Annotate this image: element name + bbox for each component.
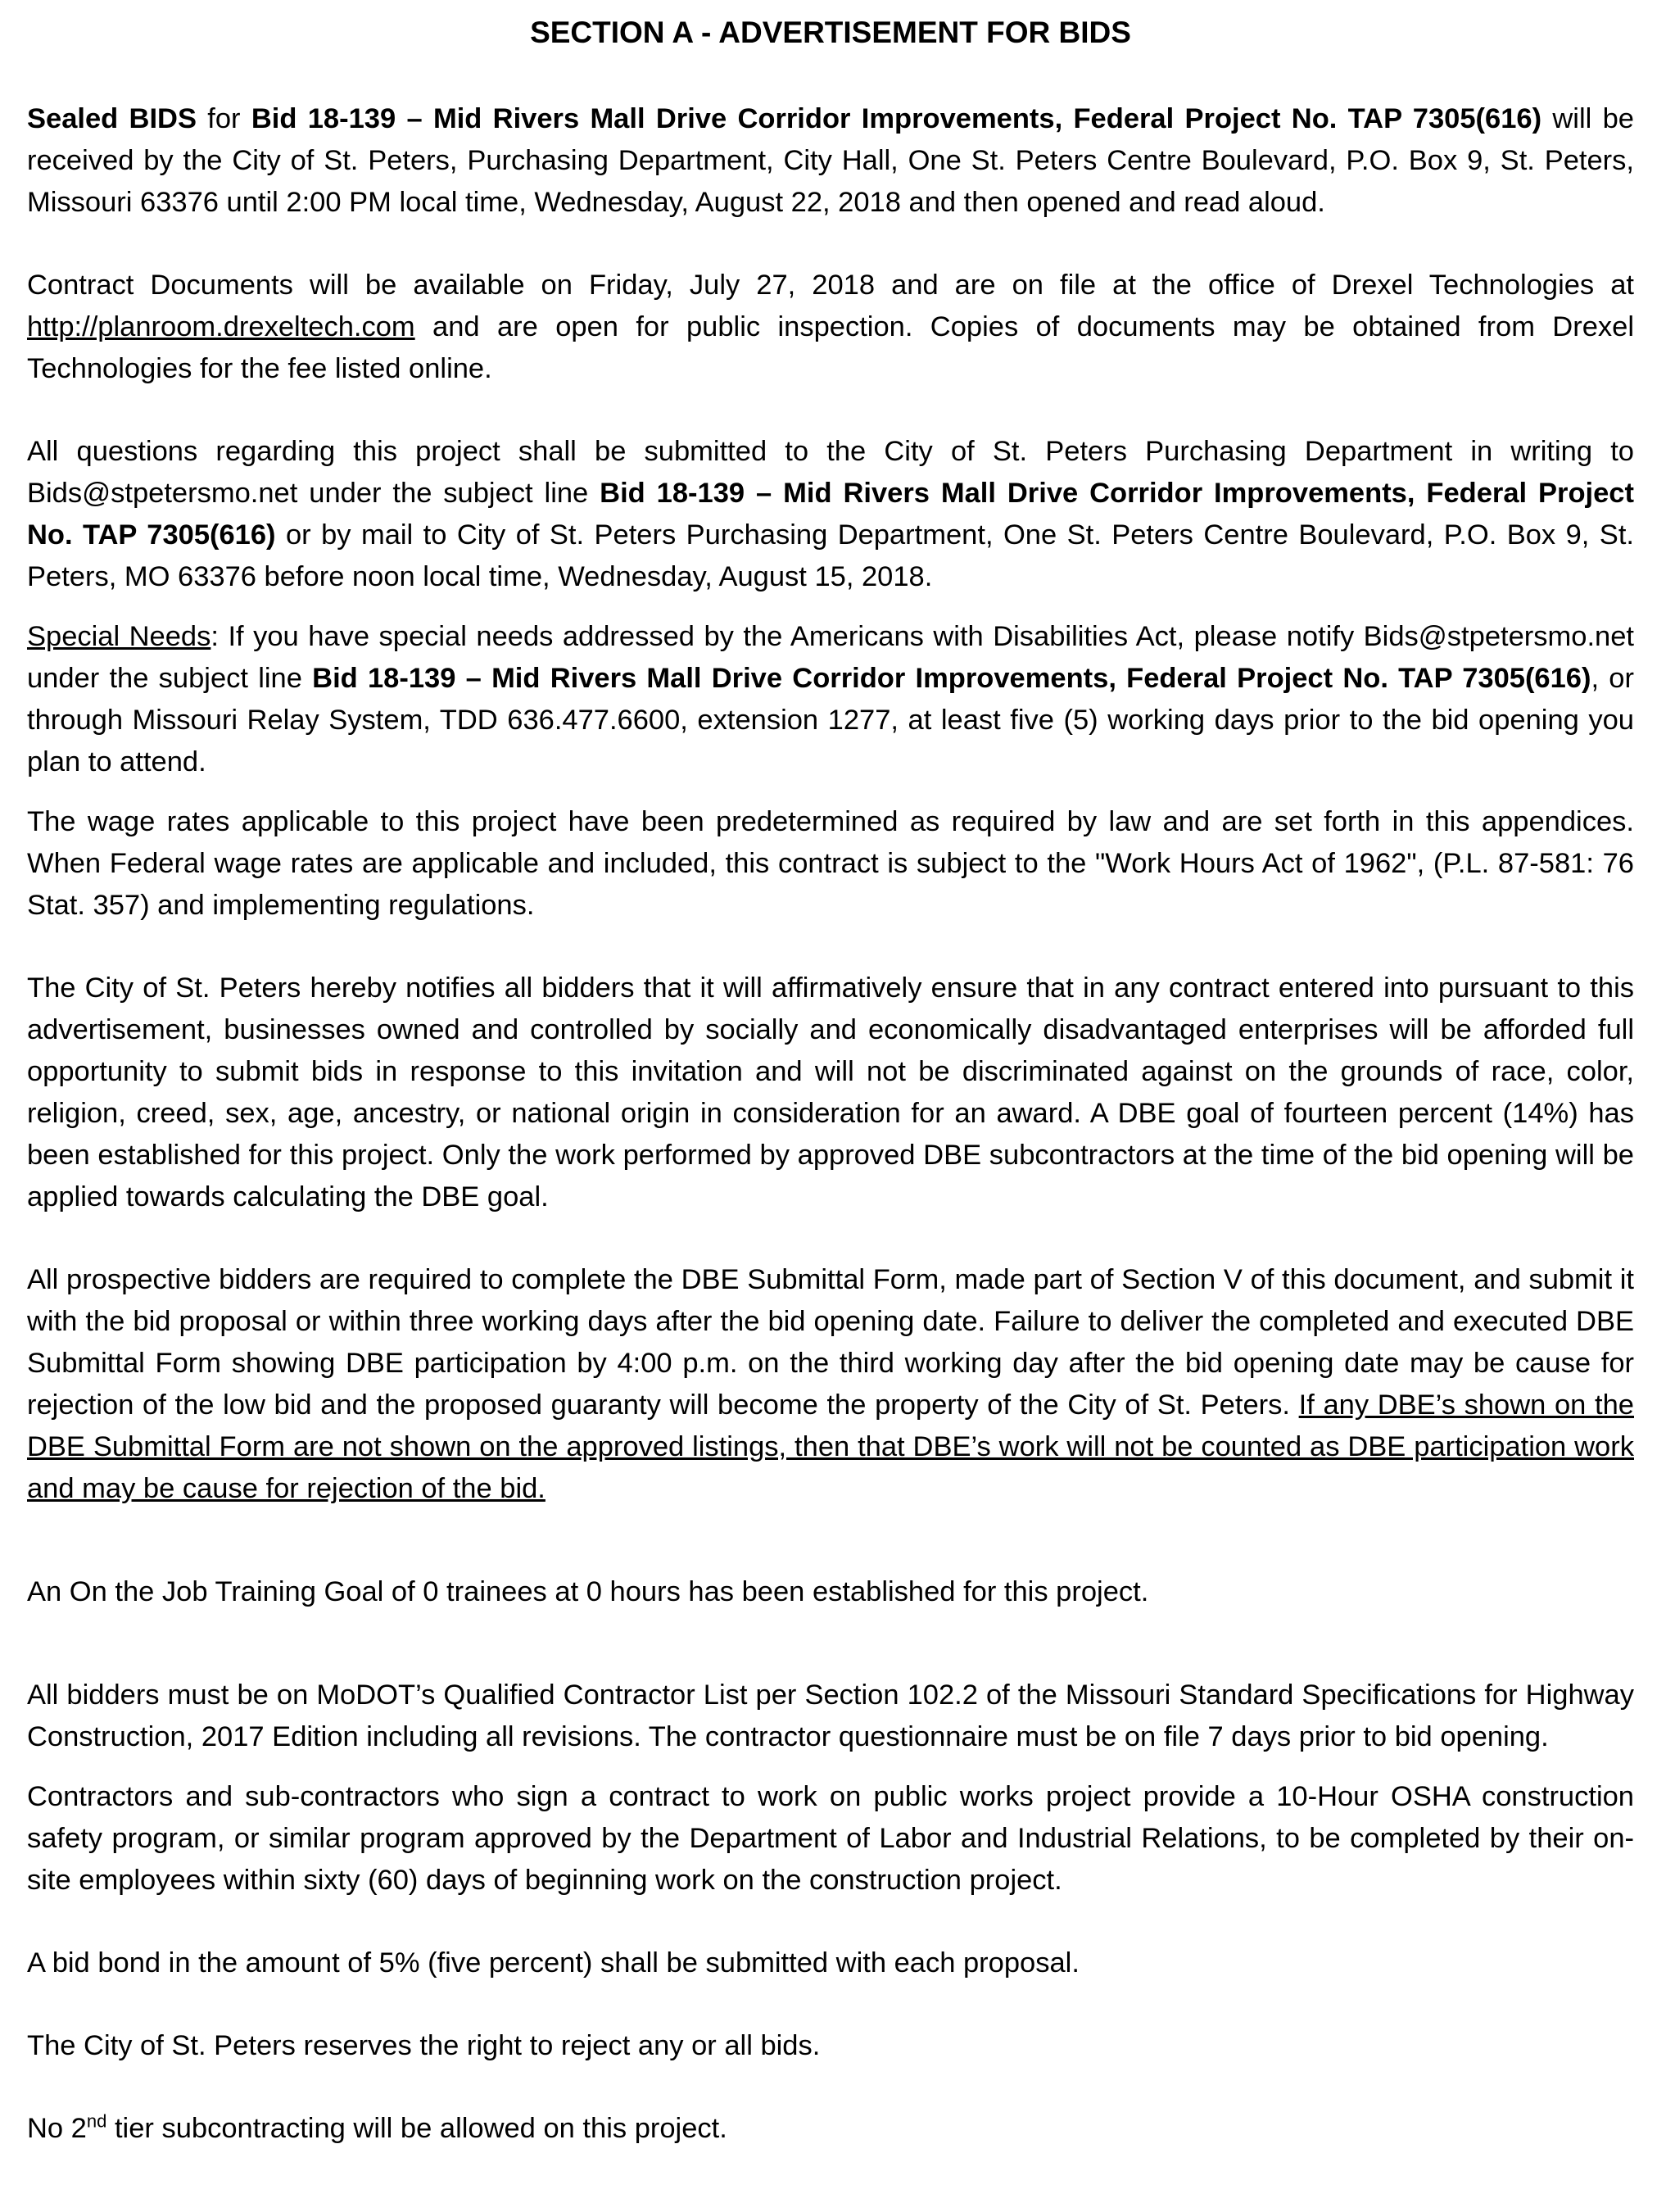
bid-title: Bid 18-139 – Mid Rivers Mall Drive Corridor Improvements, Federal Project No. TAP 7305(616) [251, 103, 1542, 134]
bid-title: Bid 18-139 – Mid Rivers Mall Drive Corridor Improvements, Federal Project No. TAP 7305(616) [312, 663, 1591, 694]
text-run: No 2 [27, 2113, 87, 2144]
paragraph-questions [27, 431, 1634, 598]
sealed-bids-label: Sealed BIDS [27, 103, 197, 134]
paragraph-subcontracting [27, 2108, 1634, 2150]
paragraph-contract-documents [27, 265, 1634, 390]
paragraph-bid-bond: A bid bond in the amount of 5% (five percent) shall be submitted with each proposal. [27, 1947, 1080, 1979]
text-run: All questions regarding this project shall be submitted to the City of St. Peters Purchasing Department in writing to Bids@stpetersmo.net under the subject line [27, 436, 1634, 509]
text-run: tier subcontracting will be allowed on this project. [106, 2113, 727, 2144]
paragraph-wage-rates: The wage rates applicable to this project have been predetermined as required by law and are set forth in this appendices. When Federal wage rates are applicable and included, this contract is subject to the "Work Hours Act of 1962", (P.L. 87-581: 76 Stat. 357) and implementing regulations. [27, 806, 1634, 921]
text-run: Contract Documents will be available on Friday, July 27, 2018 and are on file at the office of Drexel Technologies at [27, 270, 1634, 301]
ordinal-suffix: nd [86, 2110, 107, 2132]
special-needs-label: Special Needs [27, 621, 211, 652]
text-run: for [196, 103, 251, 134]
paragraph-qualified-contractor: All bidders must be on MoDOT’s Qualified Contractor List per Section 102.2 of the Missouri Standard Specifications for Highway Construction, 2017 Edition including all revisions. The contractor questionnaire must be on file 7 days prior to bid opening. [27, 1679, 1634, 1752]
planroom-link[interactable]: http://planroom.drexeltech.com [27, 311, 415, 342]
bid-title: Bid 18-139 – Mid Rivers Mall Drive Corridor Improvements, Federal Project No. TAP 7305(616) [27, 478, 1634, 551]
dbe-warning-underlined: If any DBE’s shown on the DBE Submittal Form are not shown on the approved listings, then that DBE’s work will not be counted as DBE participation work and may be cause for rejection of the bid. [27, 1389, 1634, 1504]
paragraph-sealed-bids [27, 98, 1634, 224]
text-run: All prospective bidders are required to complete the DBE Submittal Form, made part of Section V of this document, and submit it with the bid proposal or within three working days after the bid opening date. Failure to deliver the completed and executed DBE Submittal Form showing DBE participation by 4:00 p.m. on the third working day after the bid opening date may be cause for rejection of the low bid and the proposed guaranty will become the property of the City of St. Peters. [27, 1264, 1634, 1421]
text-run: or by mail to City of St. Peters Purchasing Department, One St. Peters Centre Boulevard, P.O. Box 9, St. Peters, MO 63376 before noon local time, Wednesday, August 15, 2018. [27, 519, 1634, 592]
text-run: : If you have special needs addressed by the Americans with Disabilities Act, please notify Bids@stpetersmo.net under the subject line [27, 621, 1634, 694]
paragraph-special-needs [27, 616, 1634, 783]
paragraph-reject-bids: The City of St. Peters reserves the right to reject any or all bids. [27, 2030, 821, 2061]
paragraph-dbe-notice: The City of St. Peters hereby notifies all bidders that it will affirmatively ensure that in any contract entered into pursuant to this advertisement, businesses owned and controlled by socially and economically disadvantaged enterprises will be afforded full opportunity to submit bids in response to this invitation and will not be discriminated against on the grounds of race, color, religion, creed, sex, age, ancestry, or national origin in consideration for an award. A DBE goal of fourteen percent (14%) has been established for this project. Only the work performed by approved DBE subcontractors at the time of the bid opening will be applied towards calculating the DBE goal. [27, 972, 1634, 1213]
text-run: , or through Missouri Relay System, TDD 636.477.6600, extension 1277, at least five (5) working days prior to the bid opening you plan to attend. [27, 663, 1634, 777]
page-title: SECTION A - ADVERTISEMENT FOR BIDS [530, 16, 1131, 49]
paragraph-osha: Contractors and sub-contractors who sign a contract to work on public works project provide a 10-Hour OSHA construction safety program, or similar program approved by the Department of Labor and Industrial Relations, to be completed by their on-site employees within sixty (60) days of beginning work on the construction project. [27, 1781, 1634, 1896]
paragraph-training-goal: An On the Job Training Goal of 0 trainees at 0 hours has been established for this project. [27, 1576, 1149, 1607]
paragraph-dbe-submittal [27, 1259, 1634, 1510]
text-run: will be received by the City of St. Peters, Purchasing Department, City Hall, One St. Peters Centre Boulevard, P.O. Box 9, St. Peters, Missouri 63376 until 2:00 PM local time, Wednesday, August 22, 2018 and then opened and read aloud. [27, 103, 1634, 218]
text-run: and are open for public inspection. Copies of documents may be obtained from Drexel Technologies for the fee listed online. [27, 311, 1634, 384]
